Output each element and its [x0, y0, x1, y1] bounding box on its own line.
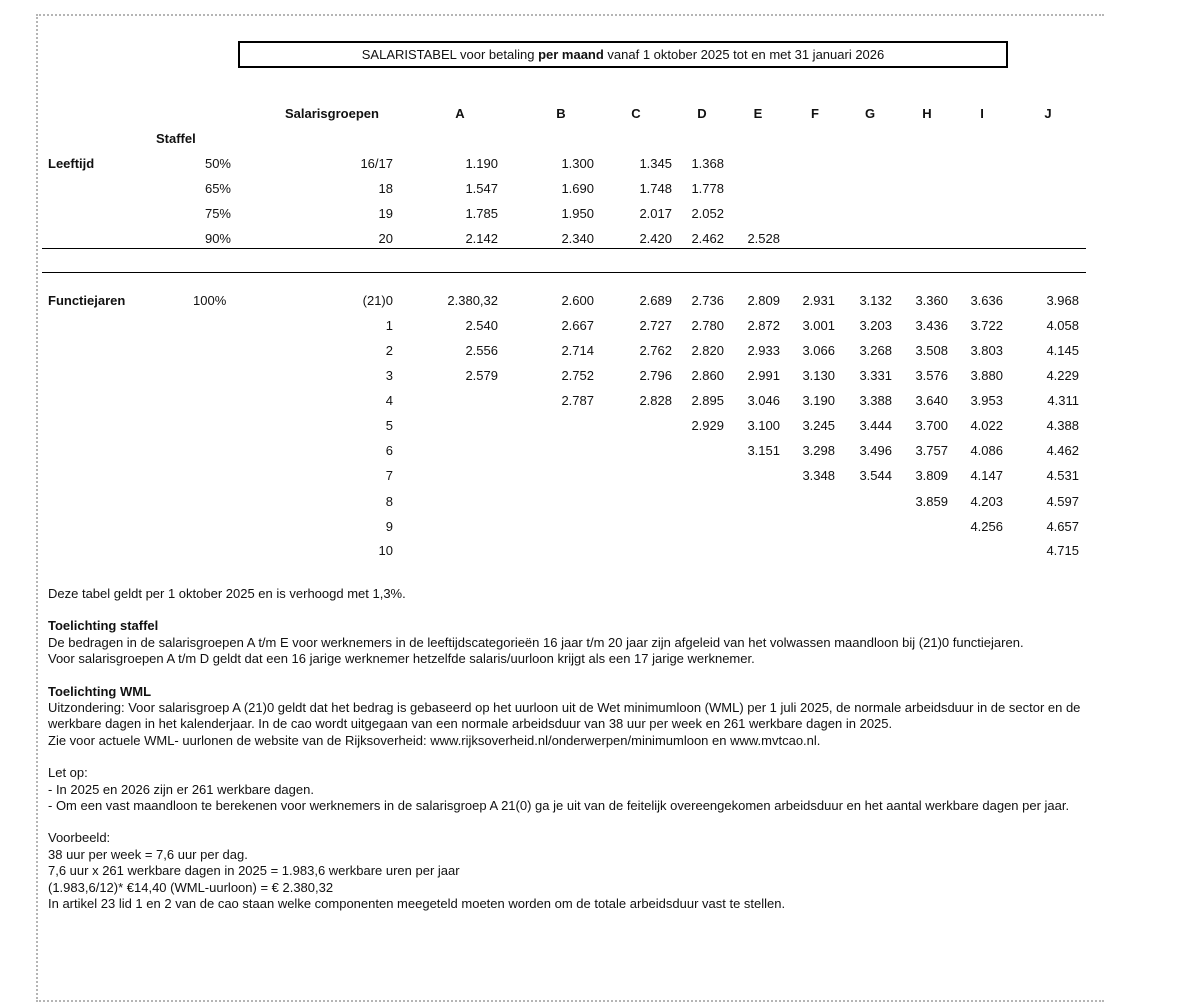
table-cell: 3.130 [802, 368, 835, 383]
table-cell: 4.657 [1046, 519, 1079, 534]
functiejaar-label: 7 [385, 468, 393, 483]
table-cell: 4.203 [970, 494, 1003, 509]
table-cell: 2.820 [691, 343, 724, 358]
table-cell: 2.828 [639, 393, 672, 408]
column-header-e: E [753, 106, 763, 121]
table-cell: 3.348 [802, 468, 835, 483]
table-cell: 2.872 [747, 318, 780, 333]
wml-line: Zie voor actuele WML- uurlonen de website van de Rijksoverheid: www.rijksoverheid.nl/onderwerpen/minimumloon en www.mvtcao.nl. [48, 732, 821, 748]
table-cell: 3.268 [859, 343, 892, 358]
column-header-b: B [556, 106, 566, 121]
staffel-percentage: 50% [204, 156, 231, 171]
column-header-j: J [1044, 106, 1052, 121]
table-cell: 1.785 [465, 206, 498, 221]
staffel-percentage: 90% [204, 231, 231, 246]
divider-bottom [42, 272, 1086, 273]
table-cell: 4.531 [1046, 468, 1079, 483]
table-cell: 3.809 [915, 468, 948, 483]
table-cell: 4.256 [970, 519, 1003, 534]
table-cell: 4.058 [1046, 318, 1079, 333]
table-cell: 2.689 [639, 293, 672, 308]
functiejaren-staffel: 100% [193, 293, 227, 308]
table-cell: 2.420 [639, 231, 672, 246]
staffel-percentage: 75% [204, 206, 231, 221]
table-cell: 3.100 [747, 418, 780, 433]
table-cell: 2.895 [691, 393, 724, 408]
table-cell: 3.436 [915, 318, 948, 333]
table-cell: 4.388 [1046, 418, 1079, 433]
age-label: 19 [378, 206, 393, 221]
table-cell: 2.787 [561, 393, 594, 408]
wml-line: Uitzondering: Voor salarisgroep A (21)0 geldt dat het bedrag is gebaseerd op het uurloon uit de Wet minimumloon (WML) per 1 juli 2025, de normale arbeidsduur in de sector en de werkbare dagen in het kalenderjaar. In de cao wordt uitgegaan van een normale arbeidsduur van 38 uur per week en 261 werkbare dagen in 2025. [48, 700, 1081, 732]
staffel-line: Voor salarisgroepen A t/m D geldt dat een 16 jarige werknemer hetzelfde salaris/uurloon krijgt als een 17 jarige werknemer. [48, 651, 755, 667]
table-cell: 2.556 [465, 343, 498, 358]
letop-line: - Om een vast maandloon te berekenen voor werknemers in de salarisgroep A 21(0) ga je uit van de feitelijk overeengekomen arbeidsduur en het aantal werkbare dagen per jaar. [48, 798, 1070, 814]
voorbeeld-line: 7,6 uur x 261 werkbare dagen in 2025 = 1.983,6 werkbare uren per jaar [48, 863, 460, 879]
table-cell: 4.715 [1046, 543, 1079, 558]
table-cell: 1.547 [465, 181, 498, 196]
table-cell: 3.132 [859, 293, 892, 308]
table-cell: 2.933 [747, 343, 780, 358]
column-header-a: A [455, 106, 465, 121]
notes-intro: Deze tabel geldt per 1 oktober 2025 en is verhoogd met 1,3%. [48, 586, 406, 601]
table-cell: 3.190 [802, 393, 835, 408]
table-cell: 3.444 [859, 418, 892, 433]
functiejaar-label: 6 [385, 443, 393, 458]
voorbeeld-heading: Voorbeeld: [48, 830, 111, 846]
table-cell: 3.722 [970, 318, 1003, 333]
table-cell: 2.929 [691, 418, 724, 433]
letop-line: - In 2025 en 2026 zijn er 261 werkbare dagen. [48, 781, 314, 797]
column-header-g: G [864, 106, 876, 121]
table-cell: 3.544 [859, 468, 892, 483]
table-title [238, 41, 1008, 68]
table-cell: 2.796 [639, 368, 672, 383]
table-cell: 2.052 [691, 206, 724, 221]
table-cell: 1.368 [691, 156, 724, 171]
table-cell: 2.142 [465, 231, 498, 246]
staffel-percentage: 65% [204, 181, 231, 196]
table-cell: 2.991 [747, 368, 780, 383]
staffel-label: Staffel [156, 131, 196, 146]
table-cell: 2.752 [561, 368, 594, 383]
table-cell: 2.762 [639, 343, 672, 358]
column-header-i: I [980, 106, 984, 121]
table-cell: 2.017 [639, 206, 672, 221]
table-cell: 3.636 [970, 293, 1003, 308]
functiejaar-label: 1 [385, 318, 393, 333]
table-cell: 3.496 [859, 443, 892, 458]
table-cell: 4.147 [970, 468, 1003, 483]
functiejaar-label: 5 [385, 418, 393, 433]
column-header-c: C [631, 106, 641, 121]
table-cell: 3.066 [802, 343, 835, 358]
table-cell: 4.145 [1046, 343, 1079, 358]
table-cell: 1.748 [639, 181, 672, 196]
functiejaar-label: 9 [385, 519, 393, 534]
table-cell: 2.809 [747, 293, 780, 308]
table-cell: 1.690 [561, 181, 594, 196]
title-pre: SALARISTABEL voor betaling [361, 47, 539, 62]
functiejaar-label: 8 [385, 494, 393, 509]
table-cell: 1.345 [639, 156, 672, 171]
table-cell: 2.931 [802, 293, 835, 308]
table-cell: 2.667 [561, 318, 594, 333]
table-cell: 1.300 [561, 156, 594, 171]
table-cell: 2.780 [691, 318, 724, 333]
functiejaar-label: 4 [385, 393, 393, 408]
table-cell: 3.151 [747, 443, 780, 458]
table-cell: 2.380,32 [447, 293, 498, 308]
table-cell: 3.298 [802, 443, 835, 458]
staffel-heading: Toelichting staffel [48, 618, 159, 634]
notes-section [48, 586, 1098, 913]
divider-top [42, 248, 1086, 249]
column-header-h: H [922, 106, 932, 121]
table-cell: 2.736 [691, 293, 724, 308]
letop-heading: Let op: [48, 765, 88, 781]
table-cell: 3.331 [859, 368, 892, 383]
wml-heading: Toelichting WML [48, 683, 152, 699]
table-cell: 2.860 [691, 368, 724, 383]
title-bold: per maand [538, 47, 604, 62]
voorbeeld-line: (1.983,6/12)* €14,40 (WML-uurloon) = € 2.380,32 [48, 879, 334, 895]
table-cell: 3.700 [915, 418, 948, 433]
table-cell: 4.229 [1046, 368, 1079, 383]
functiejaren-label: Functiejaren [48, 293, 126, 308]
table-cell: 1.950 [561, 206, 594, 221]
table-cell: 4.597 [1046, 494, 1079, 509]
salarisgroepen-label: Salarisgroepen [285, 106, 379, 121]
table-cell: 3.803 [970, 343, 1003, 358]
table-cell: 3.508 [915, 343, 948, 358]
table-cell: 1.778 [691, 181, 724, 196]
column-header-f: F [811, 106, 819, 121]
title-post: vanaf 1 oktober 2025 tot en met 31 januari 2026 [603, 47, 885, 62]
table-cell: 4.086 [970, 443, 1003, 458]
age-label: 20 [378, 231, 393, 246]
functiejaar-label: 2 [385, 343, 393, 358]
table-cell: 4.022 [970, 418, 1003, 433]
table-cell: 2.579 [465, 368, 498, 383]
table-cell: 3.859 [915, 494, 948, 509]
table-cell: 3.968 [1046, 293, 1079, 308]
table-cell: 4.462 [1046, 443, 1079, 458]
table-cell: 2.462 [691, 231, 724, 246]
table-cell: 3.757 [915, 443, 948, 458]
staffel-line: De bedragen in de salarisgroepen A t/m E voor werknemers in de leeftijdscategorieën 16 jaar t/m 20 jaar zijn afgeleid van het volwassen maandloon bij (21)0 functiejaren. [48, 634, 1024, 650]
functiejaar-label: 3 [385, 368, 393, 383]
table-cell: 3.953 [970, 393, 1003, 408]
age-label: 18 [378, 181, 393, 196]
table-cell: 4.311 [1047, 393, 1079, 408]
table-cell: 2.714 [561, 343, 594, 358]
voorbeeld-line: In artikel 23 lid 1 en 2 van de cao staan welke componenten meegeteld moeten worden om de totale arbeidsduur vast te stellen. [48, 896, 786, 912]
table-cell: 3.001 [802, 318, 835, 333]
table-cell: 3.576 [915, 368, 948, 383]
table-cell: 2.727 [639, 318, 672, 333]
table-cell: 3.388 [859, 393, 892, 408]
table-cell: 3.640 [915, 393, 948, 408]
table-cell: 3.360 [915, 293, 948, 308]
table-cell: 2.340 [561, 231, 594, 246]
table-cell: 2.540 [465, 318, 498, 333]
table-cell: 3.245 [802, 418, 835, 433]
functiejaar-label: (21)0 [362, 293, 393, 308]
age-label: 16/17 [360, 156, 393, 171]
table-cell: 3.046 [747, 393, 780, 408]
functiejaar-label: 10 [378, 543, 393, 558]
column-header-d: D [697, 106, 707, 121]
table-cell: 2.600 [561, 293, 594, 308]
table-cell: 1.190 [465, 156, 498, 171]
leeftijd-label: Leeftijd [48, 156, 95, 171]
table-cell: 3.203 [859, 318, 892, 333]
table-cell: 3.880 [970, 368, 1003, 383]
table-cell: 2.528 [747, 231, 780, 246]
voorbeeld-line: 38 uur per week = 7,6 uur per dag. [48, 846, 248, 862]
